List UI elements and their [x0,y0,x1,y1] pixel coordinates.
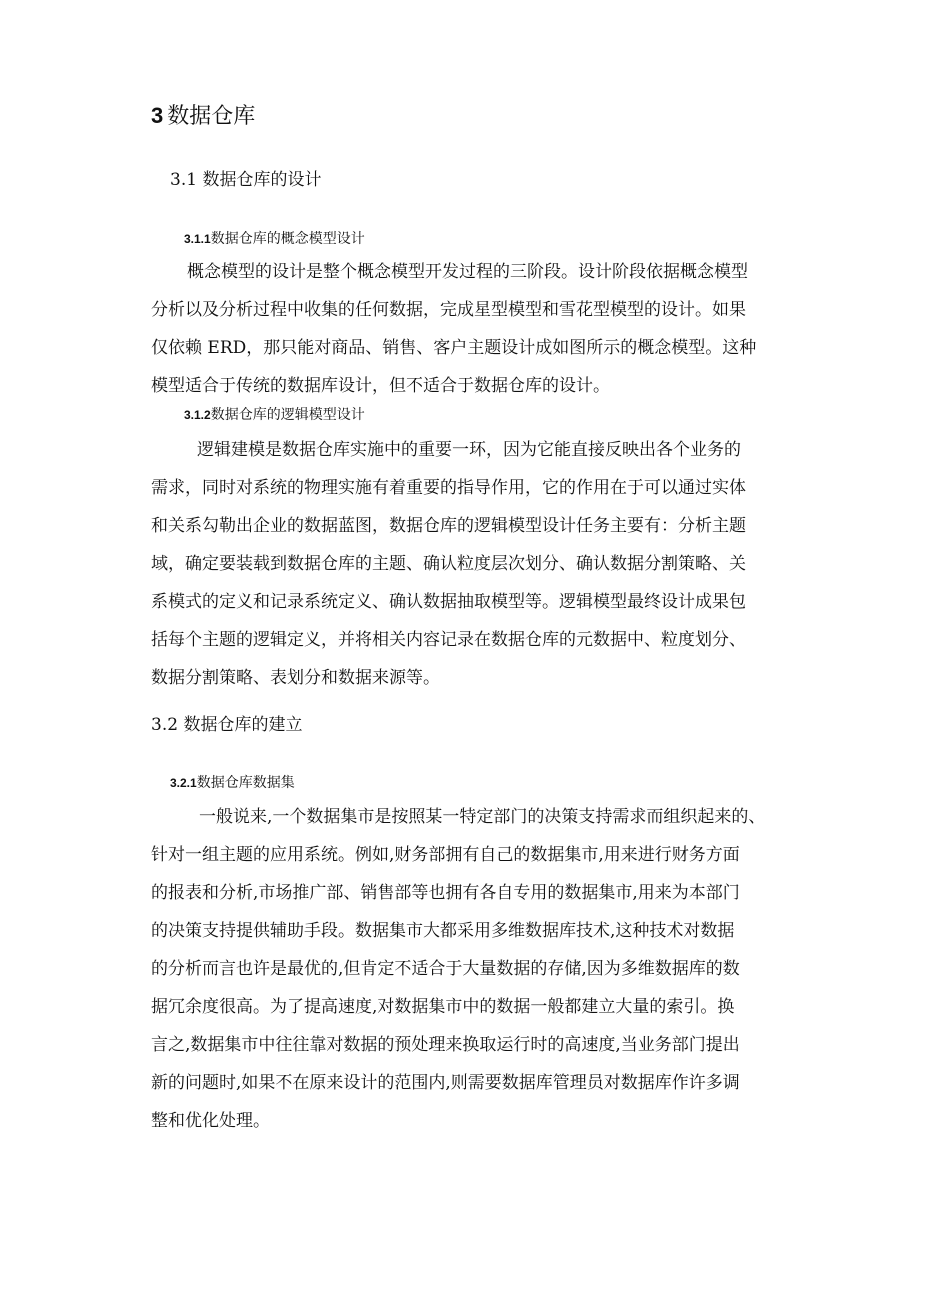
paragraph-line: 言之,数据集市中往往靠对数据的预处理来换取运行时的高速度,当业务部门提出 [151,1035,740,1055]
subsection-number: 3.1.2 [184,408,211,422]
paragraph-line: 需求，同时对系统的物理实施有着重要的指导作用，它的作用在于可以通过实体 [151,478,746,498]
paragraph-line: 模型适合于传统的数据库设计，但不适合于数据仓库的设计。 [151,376,610,396]
subsection-title: 数据仓库的逻辑模型设计 [210,407,365,423]
subsection-number: 3.2.1 [170,776,197,790]
paragraph-line: 仅依赖 ERD，那只能对商品、销售、客户主题设计成如图所示的概念模型。这种 [151,338,757,358]
paragraph-line: 域，确定要装载到数据仓库的主题、确认粒度层次划分、确认数据分割策略、关 [151,554,746,574]
paragraph-line: 整和优化处理。 [151,1111,270,1131]
chapter-number: 3 [151,103,164,128]
section-heading-3-2: 3.2 数据仓库的建立 [151,715,303,735]
paragraph-3-2-1 [151,798,811,1140]
paragraph-line: 针对一组主题的应用系统。例如,财务部拥有自己的数据集市,用来进行财务方面 [151,845,740,865]
paragraph-3-1-1 [151,253,811,405]
paragraph-line: 数据分割策略、表划分和数据来源等。 [151,668,440,688]
paragraph-line: 逻辑建模是数据仓库实施中的重要一环，因为它能直接反映出各个业务的 [197,440,741,460]
paragraph-3-1-2 [151,431,811,697]
subsection-heading-3-1-1 [184,229,365,249]
section-heading-3-1: 3.1 数据仓库的设计 [170,170,322,190]
paragraph-line: 和关系勾勒出企业的数据蓝图，数据仓库的逻辑模型设计任务主要有：分析主题 [151,516,746,536]
chapter-title: 数据仓库 [167,104,256,129]
paragraph-line: 括每个主题的逻辑定义，并将相关内容记录在数据仓库的元数据中、粒度划分、 [151,630,746,650]
subsection-heading-3-2-1 [170,773,295,793]
subsection-heading-3-1-2 [184,405,365,425]
paragraph-line: 一般说来,一个数据集市是按照某一特定部门的决策支持需求而组织起来的、 [199,807,766,827]
paragraph-line: 的决策支持提供辅助手段。数据集市大都采用多维数据库技术,这种技术对数据 [151,921,735,941]
paragraph-line: 的报表和分析,市场推广部、销售部等也拥有各自专用的数据集市,用来为本部门 [151,883,740,903]
subsection-title: 数据仓库数据集 [196,775,295,791]
paragraph-line: 分析以及分析过程中收集的任何数据，完成星型模型和雪花型模型的设计。如果 [151,300,746,320]
paragraph-line: 概念模型的设计是整个概念模型开发过程的三阶段。设计阶段依据概念模型 [187,262,748,282]
chapter-heading [151,101,255,132]
paragraph-line: 的分析而言也许是最优的,但肯定不适合于大量数据的存储,因为多维数据库的数 [151,959,740,979]
paragraph-line: 系模式的定义和记录系统定义、确认数据抽取模型等。逻辑模型最终设计成果包 [151,592,746,612]
subsection-number: 3.1.1 [184,232,211,246]
paragraph-line: 新的问题时,如果不在原来设计的范围内,则需要数据库管理员对数据库作许多调 [151,1073,740,1093]
subsection-title: 数据仓库的概念模型设计 [210,231,365,247]
paragraph-line: 据冗余度很高。为了提高速度,对数据集市中的数据一般都建立大量的索引。换 [151,997,735,1017]
